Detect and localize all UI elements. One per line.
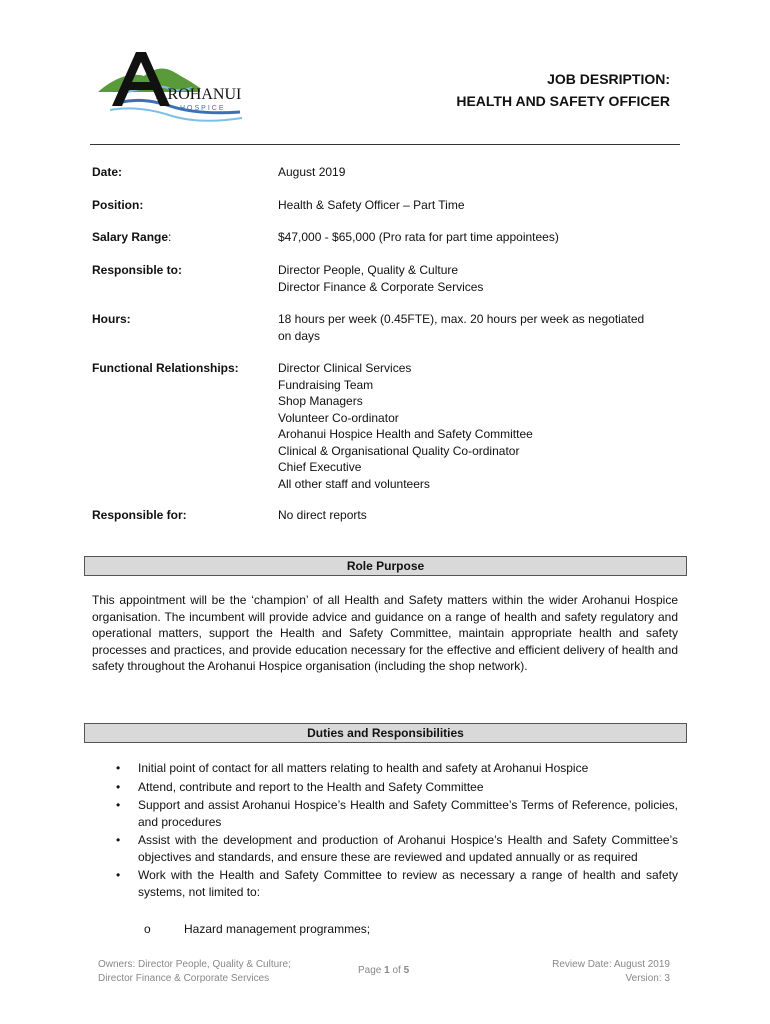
- field-value: Director Clinical Services: [278, 361, 412, 375]
- field-value: $47,000 - $65,000 (Pro rata for part time appointees): [278, 230, 559, 244]
- arohanui-hospice-logo: [92, 48, 254, 126]
- list-item: • Assist with the development and production of Arohanui Hospice’s Health and Safety Committee’s objectives and standards, and ensure these are reviewed and updated annually or as required: [116, 833, 678, 864]
- logo-graphic: [92, 48, 254, 126]
- field-label: Salary Range: [92, 230, 169, 244]
- field-value: Health & Safety Officer – Part Time: [278, 198, 465, 212]
- header-divider: [90, 144, 680, 145]
- bullet-icon: •: [116, 868, 121, 882]
- page-number: Page 1 of 5: [358, 965, 410, 976]
- field-label: Functional Relationships:: [92, 361, 239, 375]
- field-value: 18 hours per week (0.45FTE), max. 20 hours per week as negotiated: [278, 312, 645, 326]
- field-value: Chief Executive: [278, 460, 362, 474]
- bullet-icon: •: [116, 833, 121, 847]
- footer-review: Review Date: August 2019 Version: 3: [552, 959, 670, 984]
- role-purpose-heading: Role Purpose: [84, 556, 687, 576]
- list-item: • Work with the Health and Safety Committee to review as necessary a range of health and safety systems, not limited to:: [116, 868, 678, 899]
- field-label: Date:: [92, 165, 123, 179]
- field-value: August 2019: [278, 165, 346, 179]
- svg-text:HOSPICE: HOSPICE: [180, 105, 226, 112]
- field-label: Position:: [92, 198, 144, 212]
- svg-text:AROHANUI: AROHANUI: [156, 86, 242, 103]
- field-value: Volunteer Co-ordinator: [278, 410, 399, 425]
- duties-list: [92, 760, 678, 902]
- field-value: Director Finance & Corporate Services: [278, 279, 484, 294]
- field-value: Arohanui Hospice Health and Safety Committee: [278, 427, 533, 441]
- bullet-icon: •: [116, 779, 121, 794]
- field-value: on days: [278, 328, 321, 343]
- field-label: Hours:: [92, 312, 131, 326]
- list-item: • Initial point of contact for all matters relating to health and safety at Arohanui Hospice: [116, 761, 589, 775]
- title-line-2: HEALTH AND SAFETY OFFICER: [456, 93, 670, 109]
- field-label: Responsible for:: [92, 508, 187, 522]
- bullet-icon: •: [116, 761, 121, 775]
- field-label-colon: :: [168, 230, 172, 244]
- field-value: Shop Managers: [278, 394, 363, 408]
- sub-bullet-icon: o: [144, 922, 151, 936]
- title-line-1: JOB DESRIPTION:: [547, 71, 670, 87]
- field-value: Clinical & Organisational Quality Co-ordinator: [278, 443, 520, 458]
- role-purpose-text: This appointment will be the ‘champion’ of all Health and Safety matters within the wider Arohanui Hospice organisation. The incumbent will provide advice and guidance on a range of health and safety regulatory and operational matters, support the Health and Safety Committee, maintain appropriate health and safety processes and practices, and provide education necessary for the effective and efficient delivery of health and safety throughout the Arohanui Hospice organisation (including the shop network).: [92, 593, 678, 673]
- field-value: No direct reports: [278, 508, 367, 522]
- document-title: [456, 68, 670, 112]
- list-item: • Attend, contribute and report to the Health and Safety Committee: [116, 779, 484, 794]
- sub-item-text: Hazard management programmes;: [184, 922, 371, 936]
- bullet-icon: •: [116, 798, 121, 812]
- footer-owners: Owners: Director People, Quality & Culture; Director Finance & Corporate Services: [98, 959, 291, 984]
- list-item: • Support and assist Arohanui Hospice’s Health and Safety Committee’s Terms of Reference, policies, and procedures: [116, 798, 678, 829]
- field-value: Director People, Quality & Culture: [278, 263, 459, 277]
- field-value: Fundraising Team: [278, 377, 374, 392]
- field-value: All other staff and volunteers: [278, 476, 430, 491]
- field-label: Responsible to:: [92, 263, 183, 277]
- duties-heading: Duties and Responsibilities: [84, 723, 687, 743]
